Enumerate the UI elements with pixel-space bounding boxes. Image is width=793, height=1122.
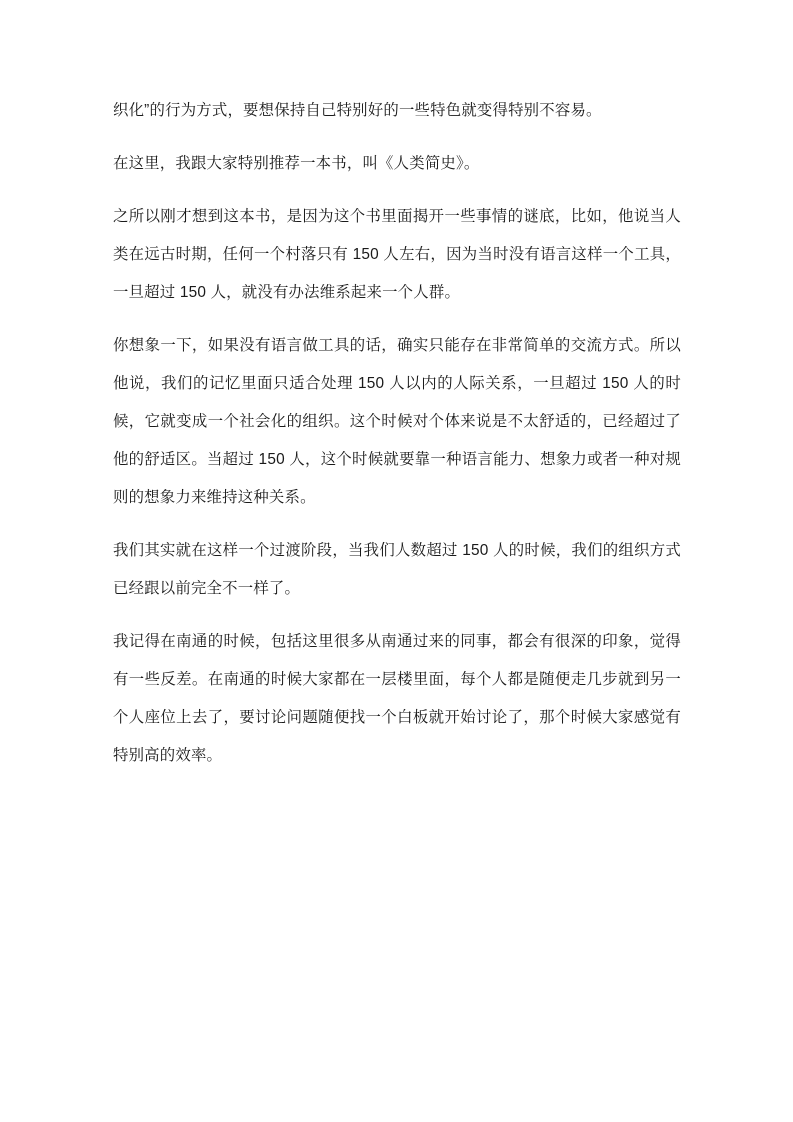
paragraph: 我记得在南通的时候，包括这里很多从南通过来的同事，都会有很深的印象，觉得有一些反差。在南通的时候大家都在一层楼里面，每个人都是随便走几步就到另一个人座位上去了，要讨论问题随便找一个白板就开始讨论了，那个时候大家感觉有特别高的效率。 [113,633,681,764]
paragraph: 我们其实就在这样一个过渡阶段，当我们人数超过 150 人的时候，我们的组织方式已经跟以前完全不一样了。 [113,542,681,597]
paragraph: 之所以刚才想到这本书，是因为这个书里面揭开一些事情的谜底，比如，他说当人类在远古时期，任何一个村落只有 150 人左右，因为当时没有语言这样一个工具，一旦超过 150 人，就没有办法维系起来一个人群。 [113,208,681,301]
paragraph: 你想象一下，如果没有语言做工具的话，确实只能存在非常简单的交流方式。所以他说，我们的记忆里面只适合处理 150 人以内的人际关系，一旦超过 150 人的时候，它就变成一个社会化的组织。这个时候对个体来说是不太舒适的，已经超过了他的舒适区。当超过 150 人，这个时候就要靠一种语言能力、想象力或者一种对规则的想象力来维持这种关系。 [113,337,681,506]
paragraph: 在这里，我跟大家特别推荐一本书，叫《人类简史》。 [113,155,480,172]
document-body [113,92,681,775]
paragraph: 织化”的行为方式，要想保持自己特别好的一些特色就变得特别不容易。 [113,102,602,119]
